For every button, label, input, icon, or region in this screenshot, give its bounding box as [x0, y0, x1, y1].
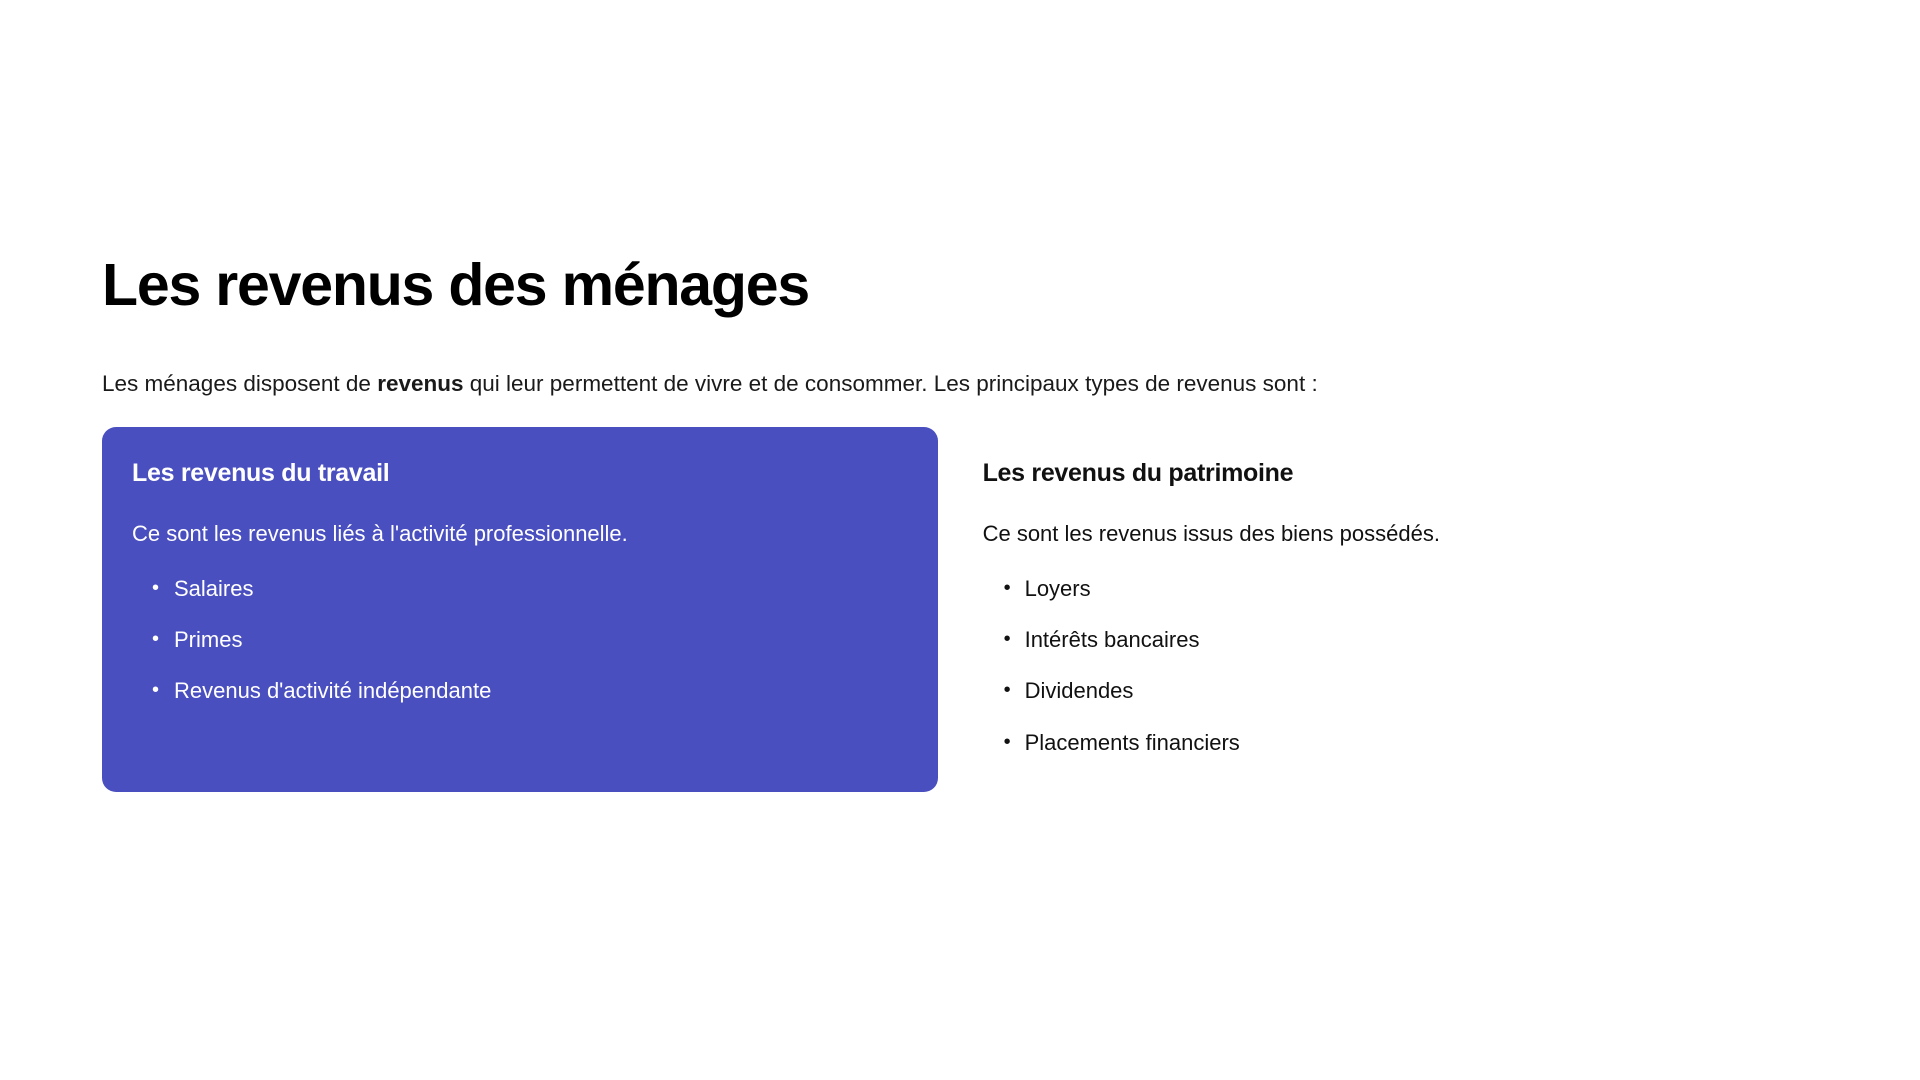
card-list [132, 576, 908, 705]
bullet-icon: • [152, 627, 160, 650]
list-item-label: Primes [174, 626, 243, 652]
bullet-icon: • [1003, 627, 1011, 650]
list-item [983, 576, 1820, 602]
list-item-label: Revenus d'activité indépendante [174, 678, 492, 704]
bullet-icon: • [1003, 576, 1011, 599]
list-item [983, 627, 1820, 653]
card-description: Ce sont les revenus liés à l'activité professionnelle. [132, 520, 628, 546]
list-item [132, 678, 908, 704]
card-title: Les revenus du patrimoine [982, 458, 1294, 487]
card-title: Les revenus du travail [132, 458, 390, 487]
list-item-label: Loyers [1024, 575, 1091, 601]
list-item-label: Placements financiers [1024, 729, 1240, 755]
list-item-label: Salaires [174, 575, 254, 601]
intro-text-after: qui leur permettent de vivre et de consommer. Les principaux types de revenus sont : [463, 370, 1318, 396]
list-item-label: Dividendes [1024, 678, 1134, 704]
card-revenus-du-patrimoine [983, 427, 1820, 792]
list-item [132, 627, 908, 653]
page-title: Les revenus des ménages [102, 252, 809, 318]
card-revenus-du-travail [102, 427, 938, 792]
card-list [983, 576, 1820, 757]
intro-text-bold: revenus [377, 370, 464, 396]
list-item [983, 730, 1820, 756]
cards-container [102, 427, 1820, 792]
bullet-icon: • [152, 679, 160, 702]
intro-paragraph [102, 367, 1820, 401]
list-item [132, 576, 908, 602]
bullet-icon: • [1003, 679, 1011, 702]
card-description: Ce sont les revenus issus des biens possédés. [982, 520, 1440, 546]
intro-text-before: Les ménages disposent de [102, 370, 378, 396]
list-item-label: Intérêts bancaires [1024, 626, 1200, 652]
bullet-icon: • [152, 576, 160, 599]
bullet-icon: • [1003, 730, 1011, 753]
list-item [983, 678, 1820, 704]
